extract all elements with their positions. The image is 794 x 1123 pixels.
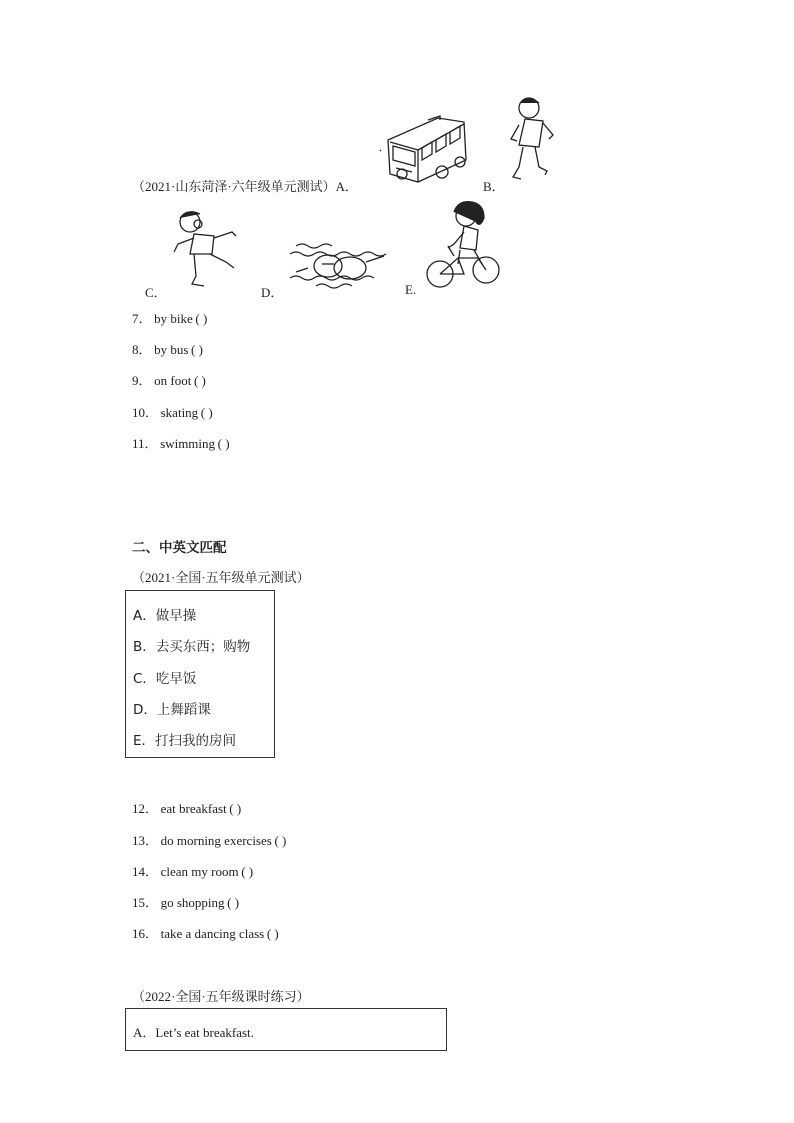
section-heading: 二、中英文匹配 [132,540,227,556]
option-item: A．Let’s eat breakfast. [133,1025,254,1040]
skating-girl-picture [168,206,244,292]
question-11: 11． swimming ( ) [132,436,230,451]
source-line-3: （2022·全国·五年级课时练习） [132,989,310,1004]
option-item: D．上舞蹈课 [133,702,211,718]
swimming-picture [286,238,390,290]
options-box-chinese [125,590,275,758]
source-line-2: （2021·全国·五年级单元测试） [132,570,310,585]
answer-blank[interactable]: ( ) [217,436,230,451]
answer-blank[interactable]: ( ) [200,405,213,420]
option-item: B．去买东西；购物 [133,639,251,655]
option-item: C．吃早饭 [133,671,197,687]
answer-blank[interactable]: ( ) [195,311,208,326]
question-14: 14． clean my room ( ) [132,864,254,879]
question-16: 16． take a dancing class ( ) [132,926,279,941]
answer-blank[interactable]: ( ) [193,373,206,388]
walking-boy-picture [505,95,561,189]
bus-picture [378,110,470,186]
answer-blank[interactable]: ( ) [191,342,203,357]
answer-blank[interactable]: ( ) [227,895,240,910]
answer-blank[interactable]: ( ) [266,926,279,941]
answer-blank[interactable]: ( ) [229,801,242,816]
option-label-e: E. [405,282,417,297]
source-line-1: （2021·山东菏泽·六年级单元测试）A． [132,179,359,194]
option-item: E．打扫我的房间 [133,733,237,749]
question-7: 7． by bike ( ) [132,311,208,326]
option-item: A．做早操 [133,608,197,624]
question-12: 12． eat breakfast ( ) [132,801,242,816]
cycling-girl-picture [424,198,504,292]
question-10: 10． skating ( ) [132,405,213,420]
options-box-english [125,1008,447,1051]
answer-blank[interactable]: ( ) [274,833,287,848]
question-9: 9． on foot ( ) [132,373,206,388]
answer-blank[interactable]: ( ) [241,864,254,879]
option-label-d: D． [261,285,284,300]
question-8: 8． by bus ( ) [132,342,203,357]
option-label-b: B． [483,179,505,194]
option-label-c: C． [145,285,167,300]
question-15: 15． go shopping ( ) [132,895,240,910]
question-13: 13． do morning exercises ( ) [132,833,287,848]
